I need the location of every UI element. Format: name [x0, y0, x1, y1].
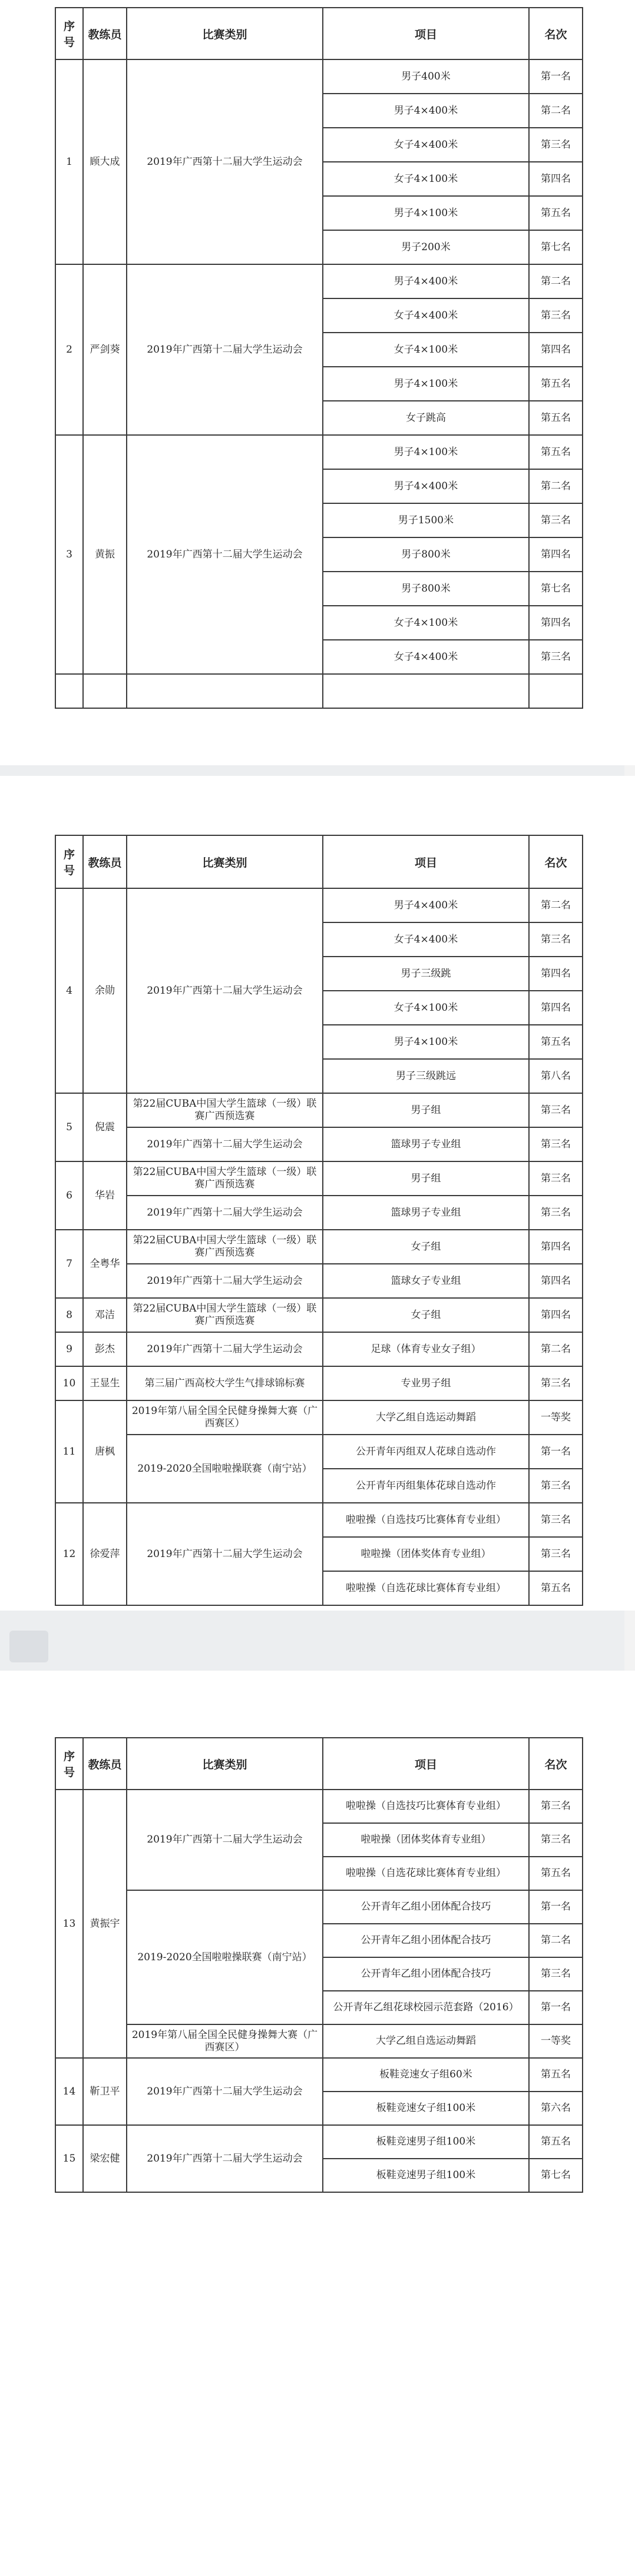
event-cell: 男子800米: [323, 537, 529, 572]
rank-cell: 第四名: [529, 1298, 583, 1332]
seq-cell: 2: [55, 264, 83, 435]
page-nav-button[interactable]: [9, 1631, 48, 1662]
rank-cell: 一等奖: [529, 1400, 583, 1435]
table-row: [55, 1230, 583, 1264]
seq-cell: 8: [55, 1298, 83, 1332]
seq-cell: 9: [55, 1332, 83, 1366]
seq-cell: 10: [55, 1366, 83, 1400]
coach-cell: 华岩: [83, 1161, 127, 1230]
category-cell: 2019年广西第十二届大学生运动会: [127, 1332, 323, 1366]
rank-cell: 第三名: [529, 1161, 583, 1196]
event-cell: 啦啦操（自选花球比赛体育专业组）: [323, 1571, 529, 1605]
ranking-table-3: [55, 1737, 583, 2193]
table-row: [55, 264, 583, 298]
header-event: 项目: [323, 8, 529, 59]
event-cell: 女子4×400米: [323, 922, 529, 957]
rank-cell: 第五名: [529, 2058, 583, 2092]
rank-cell: 第三名: [529, 503, 583, 537]
event-cell: 板鞋竞速男子组100米: [323, 2159, 529, 2192]
coach-cell: 余勋: [83, 888, 127, 1093]
rank-cell: 第四名: [529, 537, 583, 572]
event-cell: 男子4×400米: [323, 264, 529, 298]
event-cell: 男子三级跳: [323, 957, 529, 991]
category-cell: 第22届CUBA中国大学生篮球（一级）联赛广西预选赛: [127, 1298, 323, 1332]
header-coach: 教练员: [83, 8, 127, 59]
document-page-3: [0, 1671, 635, 2576]
header-seq: 序号: [55, 835, 83, 888]
rank-cell: 第三名: [529, 922, 583, 957]
table-row: [55, 1890, 583, 1924]
event-cell: 男子4×100米: [323, 367, 529, 401]
table-row: [55, 2058, 583, 2092]
category-cell: 2019年广西第十二届大学生运动会: [127, 2058, 323, 2125]
coach-cell: 严剑葵: [83, 264, 127, 435]
event-cell: 公开青年丙组双人花球自选动作: [323, 1435, 529, 1469]
table-row: [55, 1161, 583, 1196]
table-row: [55, 1503, 583, 1537]
rank-cell: 第五名: [529, 367, 583, 401]
event-cell: 男子4×400米: [323, 888, 529, 922]
rank-cell: 第二名: [529, 264, 583, 298]
rank-cell: 第三名: [529, 1196, 583, 1230]
category-cell: 2019年广西第十二届大学生运动会: [127, 888, 323, 1093]
event-cell: 啦啦操（团体奖体育专业组）: [323, 1823, 529, 1857]
rank-cell: 第一名: [529, 1890, 583, 1924]
rank-cell: 第四名: [529, 162, 583, 196]
header-seq: 序号: [55, 1738, 83, 1790]
rank-cell: 第三名: [529, 128, 583, 162]
rank-cell: 第五名: [529, 1571, 583, 1605]
event-cell: 女子4×400米: [323, 640, 529, 674]
category-cell: 第22届CUBA中国大学生篮球（一级）联赛广西预选赛: [127, 1230, 323, 1264]
rank-cell: 第三名: [529, 1469, 583, 1503]
coach-cell: 邓洁: [83, 1298, 127, 1332]
category-cell: 2019年广西第十二届大学生运动会: [127, 2125, 323, 2192]
event-cell: 女子4×100米: [323, 162, 529, 196]
header-rank: 名次: [529, 835, 583, 888]
header-event: 项目: [323, 1738, 529, 1790]
event-cell: 啦啦操（自选技巧比赛体育专业组）: [323, 1790, 529, 1823]
event-cell: 女子4×100米: [323, 333, 529, 367]
event-cell: 男子4×100米: [323, 1025, 529, 1059]
header-coach: 教练员: [83, 1738, 127, 1790]
rank-cell: 第三名: [529, 1823, 583, 1857]
rank-cell: 第五名: [529, 1857, 583, 1890]
event-cell: 女子组: [323, 1298, 529, 1332]
category-cell: 2019年广西第十二届大学生运动会: [127, 1503, 323, 1605]
table-row: [55, 888, 583, 922]
seq-cell: 6: [55, 1161, 83, 1230]
header-category: 比赛类别: [127, 8, 323, 59]
event-cell: 公开青年乙组小团体配合技巧: [323, 1957, 529, 1991]
event-cell: 男子组: [323, 1093, 529, 1127]
header-coach: 教练员: [83, 835, 127, 888]
rank-cell: 第七名: [529, 572, 583, 606]
header-event: 项目: [323, 835, 529, 888]
rank-cell: 第三名: [529, 640, 583, 674]
rank-cell: 第五名: [529, 1025, 583, 1059]
rank-cell: 第四名: [529, 1264, 583, 1298]
event-cell: 男子800米: [323, 572, 529, 606]
rank-cell: 第五名: [529, 401, 583, 435]
ranking-table-1: [55, 7, 583, 709]
category-cell: 第22届CUBA中国大学生篮球（一级）联赛广西预选赛: [127, 1161, 323, 1196]
coach-cell: 全粤华: [83, 1230, 127, 1298]
seq-cell: [55, 674, 83, 708]
seq-cell: 3: [55, 435, 83, 674]
category-cell: 2019年广西第十二届大学生运动会: [127, 1264, 323, 1298]
event-cell: 女子4×400米: [323, 298, 529, 333]
ranking-table-2: [55, 835, 583, 1606]
table-header-row: [55, 1738, 583, 1790]
rank-cell: 第二名: [529, 469, 583, 503]
seq-cell: 5: [55, 1093, 83, 1161]
rank-cell: 第一名: [529, 1435, 583, 1469]
rank-cell: 一等奖: [529, 2024, 583, 2058]
coach-cell: 梁宏健: [83, 2125, 127, 2192]
category-cell: 第三届广西高校大学生气排球锦标赛: [127, 1366, 323, 1400]
coach-cell: 彭杰: [83, 1332, 127, 1366]
header-seq: 序号: [55, 8, 83, 59]
coach-cell: 徐爱萍: [83, 1503, 127, 1605]
seq-cell: 15: [55, 2125, 83, 2192]
category-cell: 2019年广西第十二届大学生运动会: [127, 435, 323, 674]
document-page-1: [0, 0, 635, 765]
table-row: [55, 1264, 583, 1298]
seq-cell: 14: [55, 2058, 83, 2125]
event-cell: 公开青年乙组花球校园示范套路（2016）: [323, 1991, 529, 2024]
coach-cell: 黄振: [83, 435, 127, 674]
rank-cell: 第二名: [529, 888, 583, 922]
rank-cell: 第一名: [529, 59, 583, 94]
seq-cell: 13: [55, 1790, 83, 2058]
coach-cell: 靳卫平: [83, 2058, 127, 2125]
rank-cell: 第四名: [529, 957, 583, 991]
event-cell: 公开青年丙组集体花球自选动作: [323, 1469, 529, 1503]
event-cell: 男子4×100米: [323, 196, 529, 230]
rank-cell: 第三名: [529, 1957, 583, 1991]
rank-cell: 第二名: [529, 1924, 583, 1957]
rank-cell: 第五名: [529, 435, 583, 469]
table-row: [55, 1127, 583, 1161]
category-cell: 2019年第八届全国全民健身操舞大赛（广西赛区）: [127, 1400, 323, 1435]
header-category: 比赛类别: [127, 1738, 323, 1790]
rank-cell: 第八名: [529, 1059, 583, 1093]
header-category: 比赛类别: [127, 835, 323, 888]
event-cell: 女子4×400米: [323, 128, 529, 162]
header-rank: 名次: [529, 1738, 583, 1790]
document-page-2: [0, 776, 635, 1611]
event-cell: 男子三级跳远: [323, 1059, 529, 1093]
rank-cell: 第三名: [529, 1790, 583, 1823]
category-cell: 2019年广西第十二届大学生运动会: [127, 1790, 323, 1890]
event-cell: 板鞋竞速男子组100米: [323, 2125, 529, 2159]
event-cell: 啦啦操（团体奖体育专业组）: [323, 1537, 529, 1571]
rank-cell: 第五名: [529, 196, 583, 230]
category-cell: [127, 674, 323, 708]
rank-cell: 第三名: [529, 1503, 583, 1537]
event-cell: 足球（体育专业女子组）: [323, 1332, 529, 1366]
event-cell: 女子4×100米: [323, 606, 529, 640]
header-rank: 名次: [529, 8, 583, 59]
table-row: [55, 2125, 583, 2159]
rank-cell: 第三名: [529, 1537, 583, 1571]
rank-cell: 第二名: [529, 1332, 583, 1366]
rank-cell: 第七名: [529, 2159, 583, 2192]
table-row: [55, 1093, 583, 1127]
event-cell: 公开青年乙组小团体配合技巧: [323, 1890, 529, 1924]
table-row: [55, 1400, 583, 1435]
table-row: [55, 435, 583, 469]
seq-cell: 12: [55, 1503, 83, 1605]
rank-cell: [529, 674, 583, 708]
category-cell: 第22届CUBA中国大学生篮球（一级）联赛广西预选赛: [127, 1093, 323, 1127]
rank-cell: 第七名: [529, 230, 583, 264]
coach-cell: 唐枫: [83, 1400, 127, 1503]
event-cell: 女子4×100米: [323, 991, 529, 1025]
category-cell: 2019年第八届全国全民健身操舞大赛（广西赛区）: [127, 2024, 323, 2058]
coach-cell: 王显生: [83, 1366, 127, 1400]
event-cell: 女子跳高: [323, 401, 529, 435]
event-cell: 男子组: [323, 1161, 529, 1196]
coach-cell: 顾大成: [83, 59, 127, 264]
event-cell: 啦啦操（自选花球比赛体育专业组）: [323, 1857, 529, 1890]
event-cell: 男子200米: [323, 230, 529, 264]
rank-cell: 第四名: [529, 333, 583, 367]
event-cell: 男子4×100米: [323, 435, 529, 469]
event-cell: 板鞋竞速女子组60米: [323, 2058, 529, 2092]
seq-cell: 1: [55, 59, 83, 264]
category-cell: 2019年广西第十二届大学生运动会: [127, 1127, 323, 1161]
rank-cell: 第四名: [529, 1230, 583, 1264]
rank-cell: 第三名: [529, 1127, 583, 1161]
event-cell: 篮球男子专业组: [323, 1196, 529, 1230]
event-cell: [323, 674, 529, 708]
rank-cell: 第四名: [529, 606, 583, 640]
coach-cell: 倪震: [83, 1093, 127, 1161]
event-cell: 专业男子组: [323, 1366, 529, 1400]
rank-cell: 第三名: [529, 1366, 583, 1400]
event-cell: 公开青年乙组小团体配合技巧: [323, 1924, 529, 1957]
table-header-row: [55, 835, 583, 888]
table-row: [55, 2024, 583, 2058]
seq-cell: 11: [55, 1400, 83, 1503]
seq-cell: 7: [55, 1230, 83, 1298]
table-row: [55, 1366, 583, 1400]
table-header-row: [55, 8, 583, 59]
rank-cell: 第五名: [529, 2125, 583, 2159]
rank-cell: 第二名: [529, 94, 583, 128]
coach-cell: 黄振宇: [83, 1790, 127, 2058]
event-cell: 男子4×400米: [323, 469, 529, 503]
category-cell: 2019-2020全国啦啦操联赛（南宁站）: [127, 1890, 323, 2024]
rank-cell: 第四名: [529, 991, 583, 1025]
event-cell: 大学乙组自选运动舞蹈: [323, 1400, 529, 1435]
table-row: [55, 1196, 583, 1230]
rank-cell: 第三名: [529, 298, 583, 333]
rank-cell: 第六名: [529, 2092, 583, 2125]
category-cell: 2019年广西第十二届大学生运动会: [127, 59, 323, 264]
event-cell: 男子1500米: [323, 503, 529, 537]
event-cell: 男子4×400米: [323, 94, 529, 128]
table-row: [55, 1790, 583, 1823]
event-cell: 啦啦操（自选技巧比赛体育专业组）: [323, 1503, 529, 1537]
event-cell: 篮球男子专业组: [323, 1127, 529, 1161]
event-cell: 女子组: [323, 1230, 529, 1264]
seq-cell: 4: [55, 888, 83, 1093]
rank-cell: 第一名: [529, 1991, 583, 2024]
table-row: [55, 1298, 583, 1332]
event-cell: 男子400米: [323, 59, 529, 94]
event-cell: 篮球女子专业组: [323, 1264, 529, 1298]
category-cell: 2019年广西第十二届大学生运动会: [127, 1196, 323, 1230]
rank-cell: 第三名: [529, 1093, 583, 1127]
table-row: [55, 674, 583, 708]
category-cell: 2019年广西第十二届大学生运动会: [127, 264, 323, 435]
table-row: [55, 59, 583, 94]
coach-cell: [83, 674, 127, 708]
event-cell: 大学乙组自选运动舞蹈: [323, 2024, 529, 2058]
table-row: [55, 1435, 583, 1469]
category-cell: 2019-2020全国啦啦操联赛（南宁站）: [127, 1435, 323, 1503]
table-row: [55, 1332, 583, 1366]
event-cell: 板鞋竞速女子组100米: [323, 2092, 529, 2125]
